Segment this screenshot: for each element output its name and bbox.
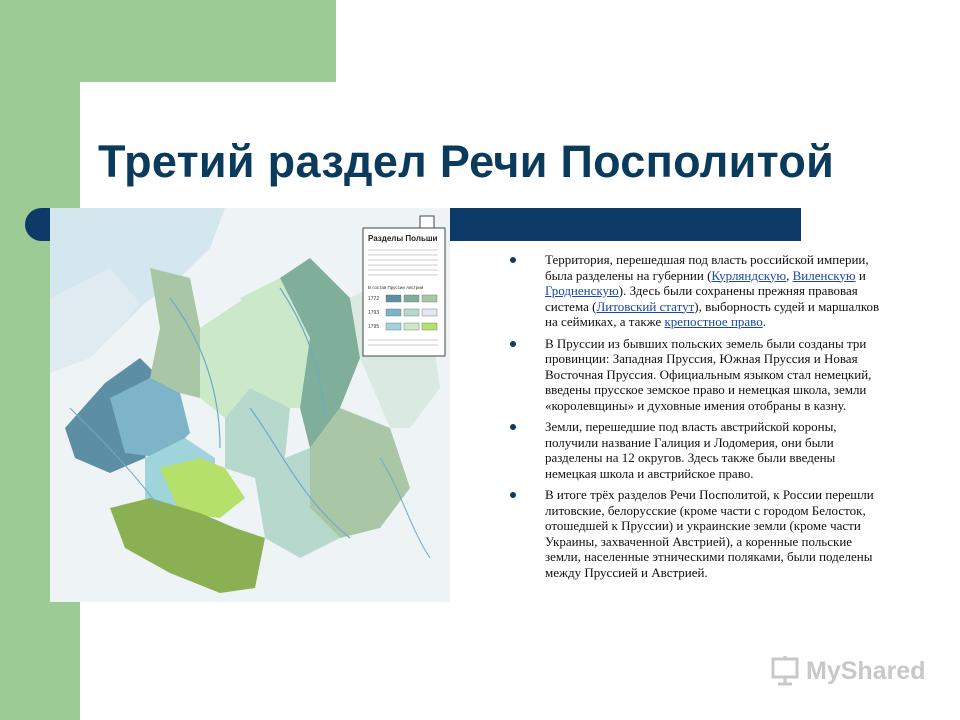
bullet-list bbox=[510, 252, 890, 586]
legend-swatch bbox=[404, 295, 419, 302]
legend-year-1772: 1772 bbox=[368, 296, 380, 302]
legend-caption: В состав Пруссии Австрии bbox=[368, 285, 424, 290]
bullet-link[interactable]: крепостное право bbox=[664, 314, 763, 329]
bullet-text: , bbox=[786, 267, 793, 283]
legend-swatch bbox=[404, 309, 419, 316]
legend-swatch bbox=[386, 295, 401, 302]
bullet-link[interactable]: Литовский статут bbox=[596, 298, 695, 314]
bullet-text: ), выборность судей и маршалков на сеймиках, а также bbox=[545, 298, 880, 329]
bullet-link[interactable]: Курляндскую bbox=[711, 267, 787, 283]
bullet-item bbox=[510, 336, 890, 414]
bullet-link[interactable]: Виленскую bbox=[792, 267, 856, 283]
bullet-item bbox=[510, 487, 890, 580]
map-legend bbox=[363, 216, 445, 356]
bullet-text: В итоге трёх разделов Речи Посполитой, к России перешли литовские, белорусские (кроме части с городом Белосток, отошедшей к Пруссии) и украинские земли (кроме части Украины, захваченной Австрией), а коренные польские земли, населенные этническими поляками, были поделены между Пруссией и Австрией. bbox=[545, 487, 874, 580]
slide-title: Третий раздел Речи Посполитой bbox=[98, 136, 835, 187]
legend-swatch bbox=[386, 323, 401, 330]
bullet-dot-icon bbox=[510, 257, 516, 263]
legend-swatch bbox=[386, 309, 401, 316]
bullet-text: Территория, перешедшая под власть российской империи, была разделены на губернии ( bbox=[545, 252, 869, 283]
legend-title: Разделы Польши bbox=[368, 234, 438, 243]
bullet-item bbox=[510, 419, 890, 481]
map-graphic bbox=[50, 208, 450, 602]
legend-swatches bbox=[386, 295, 437, 330]
partition-map bbox=[50, 208, 450, 602]
bullet-text: В Пруссии из бывших польских земель были созданы три провинции: Западная Пруссия, Южная Пруссия и Новая Восточная Пруссия. Официальным языком стал немецкий, введены прусское земское право и немецкая школа, земли «королевщины» и духовные имения отобраны в казну. bbox=[545, 335, 872, 413]
legend-swatch bbox=[404, 323, 419, 330]
bullet-text: ). Здесь были сохранены прежняя правовая система ( bbox=[545, 283, 858, 314]
legend-year-1795: 1795 bbox=[368, 324, 380, 330]
bullet-text: Земли, перешедшие под власть австрийской короны, получили название Галиция и Лодомерия, они были разделены на 12 округов. Здесь также были введены немецкая школа и австрийское право. bbox=[545, 419, 837, 481]
bullet-dot-icon bbox=[510, 424, 516, 430]
bullet-item bbox=[510, 252, 890, 330]
myshared-watermark bbox=[770, 656, 925, 686]
presentation-icon bbox=[770, 656, 800, 686]
legend-swatch bbox=[422, 309, 437, 316]
bullet-dot-icon bbox=[510, 492, 516, 498]
watermark-text: MyShared bbox=[806, 656, 926, 685]
bullet-text: . bbox=[762, 314, 766, 329]
bullet-dot-icon bbox=[510, 341, 516, 347]
legend-swatch bbox=[422, 295, 437, 302]
top-green-block bbox=[0, 0, 336, 82]
legend-year-1793: 1793 bbox=[368, 310, 380, 316]
legend-swatch bbox=[422, 323, 437, 330]
bullet-text: и bbox=[855, 267, 866, 283]
bullet-link[interactable]: Гродненскую bbox=[545, 283, 619, 298]
